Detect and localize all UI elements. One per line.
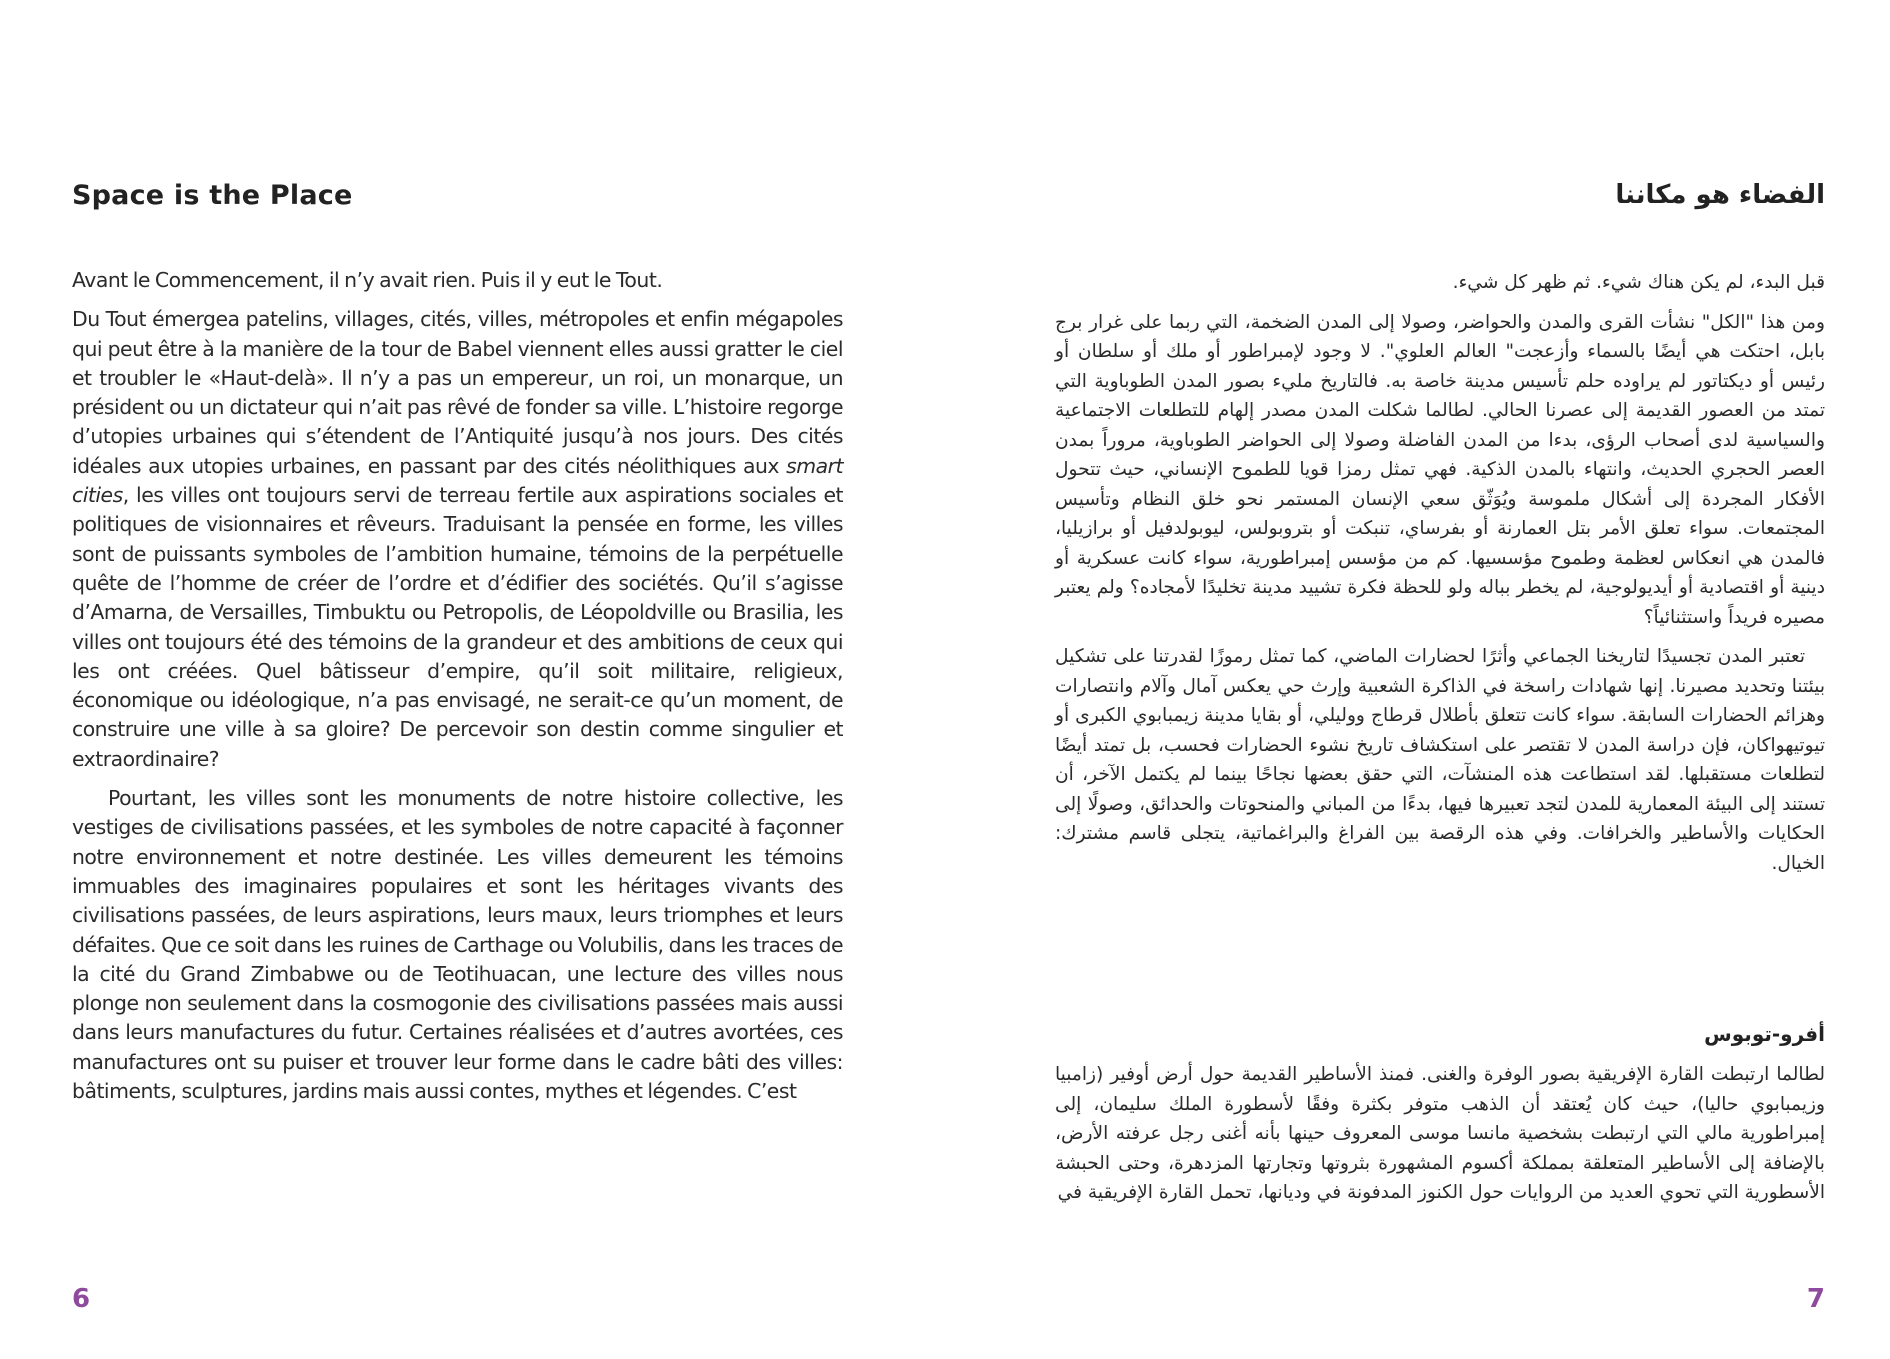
right-page [945,0,1890,1359]
arabic-paragraph-1: قبل البدء، لم يكن هناك شيء. ثم ظهر كل شيء. [1452,272,1825,293]
arabic-subsection-paragraph: لطالما ارتبطت القارة الإفريقية بصور الوفرة والغنى. فمنذ الأساطير القديمة حول أرض أوفير (زامبيا وزيمبابوي حاليا)، حيث كان يُعتقد أن الذهب متوفر بكثرة وفقًا لأسطورة الملك سليمان، إلى إمبراطورية مالي التي ارتبطت بشخصية مانسا موسى المعروف حينها بأنه أغنى رجل عرفته الأرض، بالإضافة إلى الأساطير المتعلقة بمملكة أكسوم المشهورة بثروتها وتجارتها المزدهرة، وحتى الحبشة الأسطورية التي تحوي العديد من الروايات حول الكنوز المدفونة في وديانها، تحمل القارة الإفريقية في [1055,1064,1825,1203]
french-italic-smart-cities: smart cities [72,453,843,508]
page-number-left: 6 [72,1284,91,1314]
page-title-french: Space is the Place [72,180,353,211]
french-paragraph-2-end: , les villes ont toujours servi de terreau fertile aux aspirations sociales et politiques de visionnaires et rêveurs. Traduisant la pensée en forme, les villes sont de puissants symboles de l’ambition humaine, témoins de la perpétuelle quête de l’homme de créer de l’ordre et d’édifier des sociétés. Qu’il s’agisse d’Amarna, de Versailles, Timbuktu ou Petropolis, de Léopoldville ou Brasilia, les villes ont toujours été des témoins de la grandeur et des ambitions de ceux qui les ont créées. Quel bâtisseur d’empire, qu’il soit militaire, religieux, économique ou idéologique, n’a pas envisagé, ne serait-ce qu’un moment, de construire une ville à sa gloire? De percevoir son destin comme singulier et extraordinaire? [72,483,843,771]
french-paragraph-2 [72,305,843,774]
french-body-text [72,266,843,1116]
french-paragraph-2-start: Du Tout émergea patelins, villages, cités, villes, métropoles et enfin mégapoles qui peut être à la manière de la tour de Babel viennent elles aussi gratter le ciel et troubler le «Haut-delà». Il n’y a pas un empereur, un roi, un monarque, un président ou un dictateur qui n’ait pas rêvé de fonder sa ville. L’histoire regorge d’utopies urbaines qui s’étendent de l’Antiquité jusqu’à nos jours. Des cités idéales aux utopies urbaines, en passant par des cités néolithiques aux [72,307,843,478]
french-paragraph-3: Pourtant, les villes sont les monuments de notre histoire collective, les vestiges de civilisations passées, et les symboles de notre capacité à façonner notre environnement et notre destinée. Les villes demeurent les témoins immuables des imaginaires populaires et sont les héritages vivants des civilisations passées, de leurs aspirations, leurs maux, leurs triomphes et leurs défaites. Que ce soit dans les ruines de Carthage ou Volubilis, dans les traces de la cité du Grand Zimbabwe ou de Teotihuacan, une lecture des villes nous plonge non seulement dans la cosmogonie des civilisations passées mais aussi dans leurs manufactures du futur. Certaines réalisées et d’autres avortées, ces manufactures ont su puiser et trouver leur forme dans le cadre bâti des villes: bâtiments, sculptures, jardins mais aussi contes, mythes et légendes. C’est [72,786,843,1104]
arabic-subsection-body [1055,1060,1825,1208]
arabic-subheading: أفرو-توبوس [1704,1022,1825,1046]
page-number-right: 7 [1806,1284,1825,1314]
french-paragraph-1: Avant le Commencement, il n’y avait rien. Puis il y eut le Tout. [72,268,663,292]
page-title-arabic: الفضاء هو مكاننا [1615,180,1825,210]
arabic-body-text [1055,268,1825,888]
arabic-paragraph-3: تعتبر المدن تجسيدًا لتاريخنا الجماعي وأثرًا لحضارات الماضي، كما تمثل رموزًا لقدرتنا على تشكيل بيئتنا وتحديد مصيرنا. إنها شهادات راسخة في الذاكرة الشعبية وإرث حي يعكس آمال وآلام وانتصارات وهزائم الحضارات السابقة. سواء كانت تتعلق بأطلال قرطاج ووليلي، أو بقايا مدينة زيمبابوي الكبرى أو تيوتيهواكان، فإن دراسة المدن لا تقتصر على استكشاف تاريخ نشوء الحضارات فحسب، بل تمتد أيضًا لتطلعات مستقبلها. لقد استطاعت هذه المنشآت، التي حقق بعضها نجاحًا بينما لم يكتمل الآخر، أن تستند إلى البيئة المعمارية للمدن لتجد تعبيرها فيها، بدءًا من المباني والمنحوتات والحدائق، وصولًا إلى الحكايات والأساطير والخرافات. وفي هذه الرقصة بين الفراغ والبراغماتية، يتجلى قاسم مشترك: الخيال. [1055,646,1825,874]
arabic-paragraph-2: ومن هذا "الكل" نشأت القرى والمدن والحواضر، وصولا إلى المدن الضخمة، التي ربما على غرار برج بابل، احتكت هي أيضًا بالسماء وأزعجت" العالم العلوي". لا وجود لإمبراطور أو ملك أو سلطان أو رئيس أو ديكتاتور لم يراوده حلم تأسيس مدينة خاصة به. فالتاريخ مليء بصور المدن الطوباوية التي تمتد من العصور القديمة إلى عصرنا الحالي. لطالما شكلت المدن مصدر إلهام للتطلعات الاجتماعية والسياسية لدى أصحاب الرؤى، بدءا من المدن الفاضلة وصولا إلى الحواضر الطوباوية، مروراً بمدن العصر الحجري الحديث، وانتهاء بالمدن الذكية. فهي تمثل رمزا قويا للطموح الإنساني، حيث تتحول الأفكار المجردة إلى أشكال ملموسة ويُوَثّق سعي الإنسان المستمر نحو خلق النظام وتأسيس المجتمعات. سواء تعلق الأمر بتل العمارنة أو بفرساي، تنبكت أو بتروبولس، ليوبولدفيل أو برازيليا، فالمدن هي انعكاس لعظمة وطموح مؤسسيها. كم من مؤسس إمبراطورية، سواء كانت عسكرية أو دينية أو اقتصادية أو أيديولوجية، لم يخطر بباله ولو للحظة فكرة تشييد مدينة تخليدًا لأمجاده؟ ولم يعتبر مصيره فريداً واستثنائياً؟ [1055,311,1825,628]
